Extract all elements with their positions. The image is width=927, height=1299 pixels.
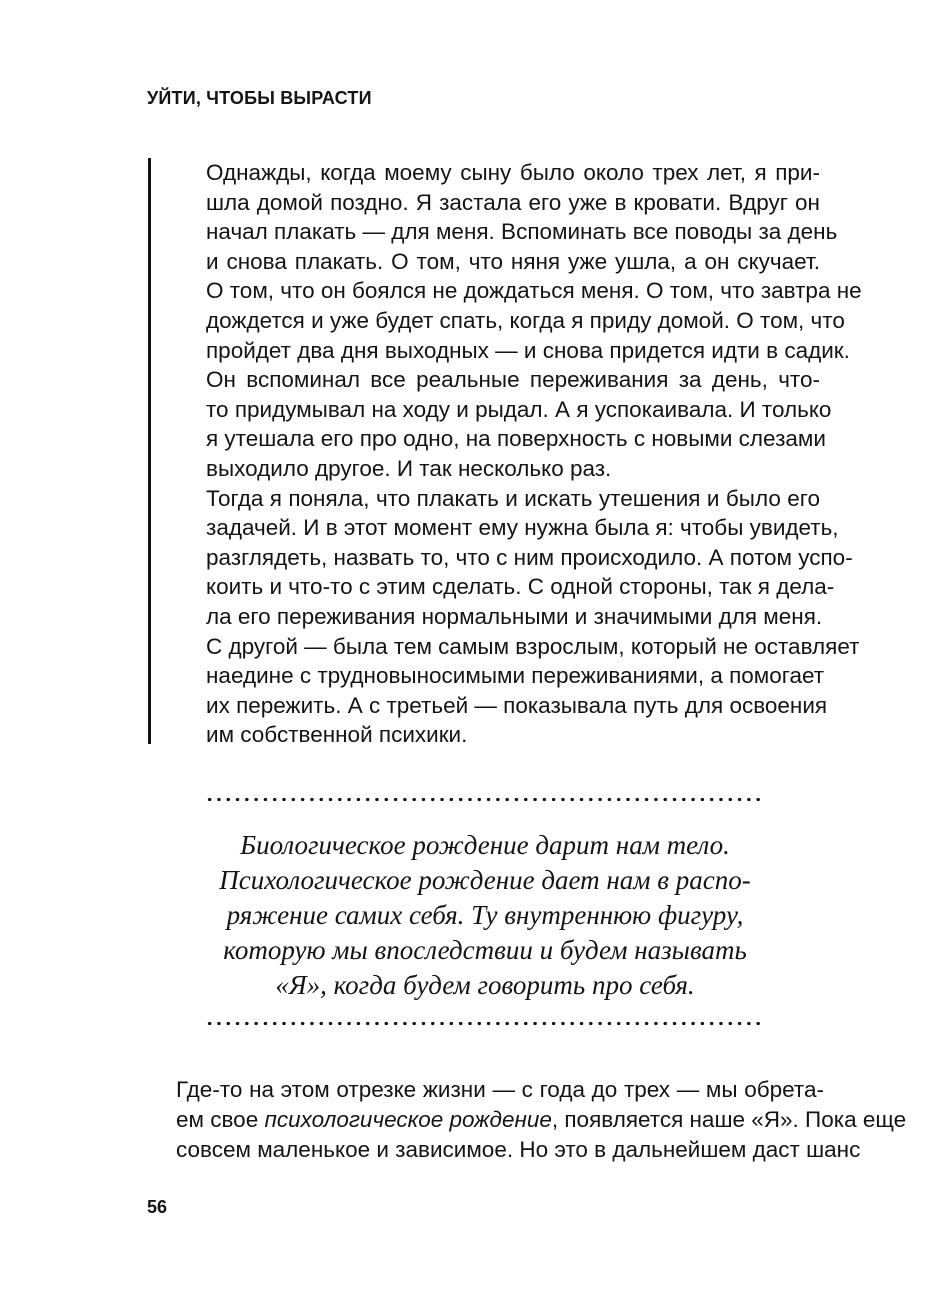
dotted-divider-top bbox=[205, 797, 765, 802]
text-line: С другой — была тем самым взрослым, который не оставляет bbox=[206, 633, 860, 659]
quote-line: которую мы впоследствии и будем называть bbox=[223, 935, 747, 965]
text-line: совсем маленькое и зависимое. Но это в дальнейшем даст шанс bbox=[176, 1137, 861, 1162]
text-line: шла домой поздно. Я застала его уже в кровати. Вдруг он bbox=[206, 189, 820, 215]
text-line: их пережить. А с третьей — показывала путь для освоения bbox=[206, 692, 828, 718]
dotted-divider-bottom bbox=[205, 1021, 765, 1026]
quote-line: ряжение самих себя. Ту внутреннюю фигуру, bbox=[226, 900, 744, 930]
text-line: разглядеть, назвать то, что с ним происходило. А потом успо- bbox=[206, 544, 853, 570]
page-number: 56 bbox=[147, 1197, 168, 1217]
sidebar-vertical-rule bbox=[148, 158, 151, 744]
sidebar-paragraph-2 bbox=[177, 365, 832, 483]
text-line: то придумывал на ходу и рыдал. А я успокаивала. И только bbox=[206, 396, 832, 422]
sidebar-paragraph-1 bbox=[177, 158, 862, 365]
sidebar-text bbox=[177, 158, 862, 750]
text-line: Однажды, когда моему сыну было около трех лет, я при- bbox=[206, 160, 820, 185]
text-line bbox=[176, 1105, 907, 1135]
text-line: дождется и уже будет спать, когда я приду домой. О том, что bbox=[206, 307, 845, 333]
body-paragraph bbox=[176, 1075, 907, 1165]
emphasized-term: психологическое рождение bbox=[264, 1107, 552, 1132]
running-title: УЙТИ, ЧТОБЫ ВЫРАСТИ bbox=[147, 88, 372, 108]
quote-line: Биологическое рождение дарит нам тело. bbox=[240, 830, 730, 860]
text-line: пройдет два дня выходных — и снова придется идти в садик. bbox=[206, 337, 850, 363]
text-line: и снова плакать. О том, что няня уже ушла, а он скучает. bbox=[206, 248, 820, 274]
text-line: О том, что он боялся не дождаться меня. О том, что завтра не bbox=[206, 278, 862, 304]
quote-line: Психологическое рождение дает нам в распо- bbox=[219, 865, 751, 895]
pull-quote bbox=[175, 828, 795, 1003]
text-line: выходило другое. И так несколько раз. bbox=[206, 455, 612, 481]
text-line: наедине с трудновыносимыми переживаниями, а помогает bbox=[206, 663, 825, 689]
text-line: ла его переживания нормальными и значимыми для меня. bbox=[206, 603, 823, 629]
text-line: задачей. И в этот момент ему нужна была я: чтобы увидеть, bbox=[206, 515, 839, 541]
text-line: начал плакать — для меня. Вспоминать все поводы за день bbox=[206, 219, 838, 245]
text-line: коить и что-то с этим сделать. С одной стороны, так я дела- bbox=[206, 574, 835, 600]
sidebar-paragraph-3 bbox=[177, 484, 860, 750]
text-line: Где-то на этом отрезке жизни — с года до трех — мы обрета- bbox=[176, 1077, 824, 1102]
quote-line: «Я», когда будем говорить про себя. bbox=[275, 970, 695, 1000]
text-run: ем свое bbox=[176, 1107, 265, 1132]
text-run: , появляется наше «Я». Пока еще bbox=[551, 1107, 907, 1132]
text-line: Он вспоминал все реальные переживания за день, что- bbox=[206, 367, 820, 393]
text-line: я утешала его про одно, на поверхность с новыми слезами bbox=[206, 426, 826, 452]
text-line: Тогда я поняла, что плакать и искать утешения и было его bbox=[206, 485, 820, 511]
text-line: им собственной психики. bbox=[206, 722, 468, 748]
sidebar-story bbox=[148, 158, 862, 748]
